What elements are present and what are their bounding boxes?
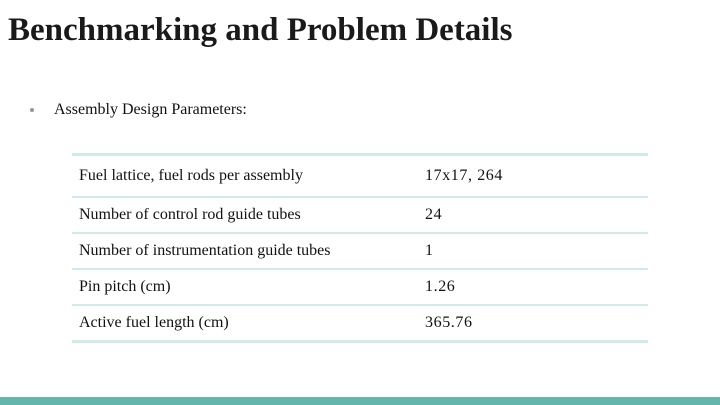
table-row [72, 233, 648, 269]
parameter-label: Fuel lattice, fuel rods per assembly [79, 167, 303, 184]
bullet-item [30, 98, 247, 122]
table-row [72, 197, 648, 233]
parameter-value: 1 [425, 242, 434, 259]
slide-title: Benchmarking and Problem Details [8, 12, 513, 48]
accent-bar [0, 397, 720, 405]
parameter-value: 17x17, 264 [425, 167, 503, 184]
parameter-label: Active fuel length (cm) [79, 314, 229, 331]
parameters-table [72, 153, 648, 343]
table-row [72, 305, 648, 342]
parameter-value: 365.76 [425, 314, 473, 331]
table-row [72, 269, 648, 305]
table-row [72, 155, 648, 198]
parameter-label: Number of control rod guide tubes [79, 206, 301, 223]
parameter-value: 1.26 [425, 278, 456, 295]
parameter-label: Pin pitch (cm) [79, 278, 171, 295]
bullet-dot-icon [30, 108, 34, 112]
parameter-label: Number of instrumentation guide tubes [79, 242, 331, 259]
parameter-value: 24 [425, 206, 443, 223]
bullet-text: Assembly Design Parameters: [54, 101, 247, 118]
